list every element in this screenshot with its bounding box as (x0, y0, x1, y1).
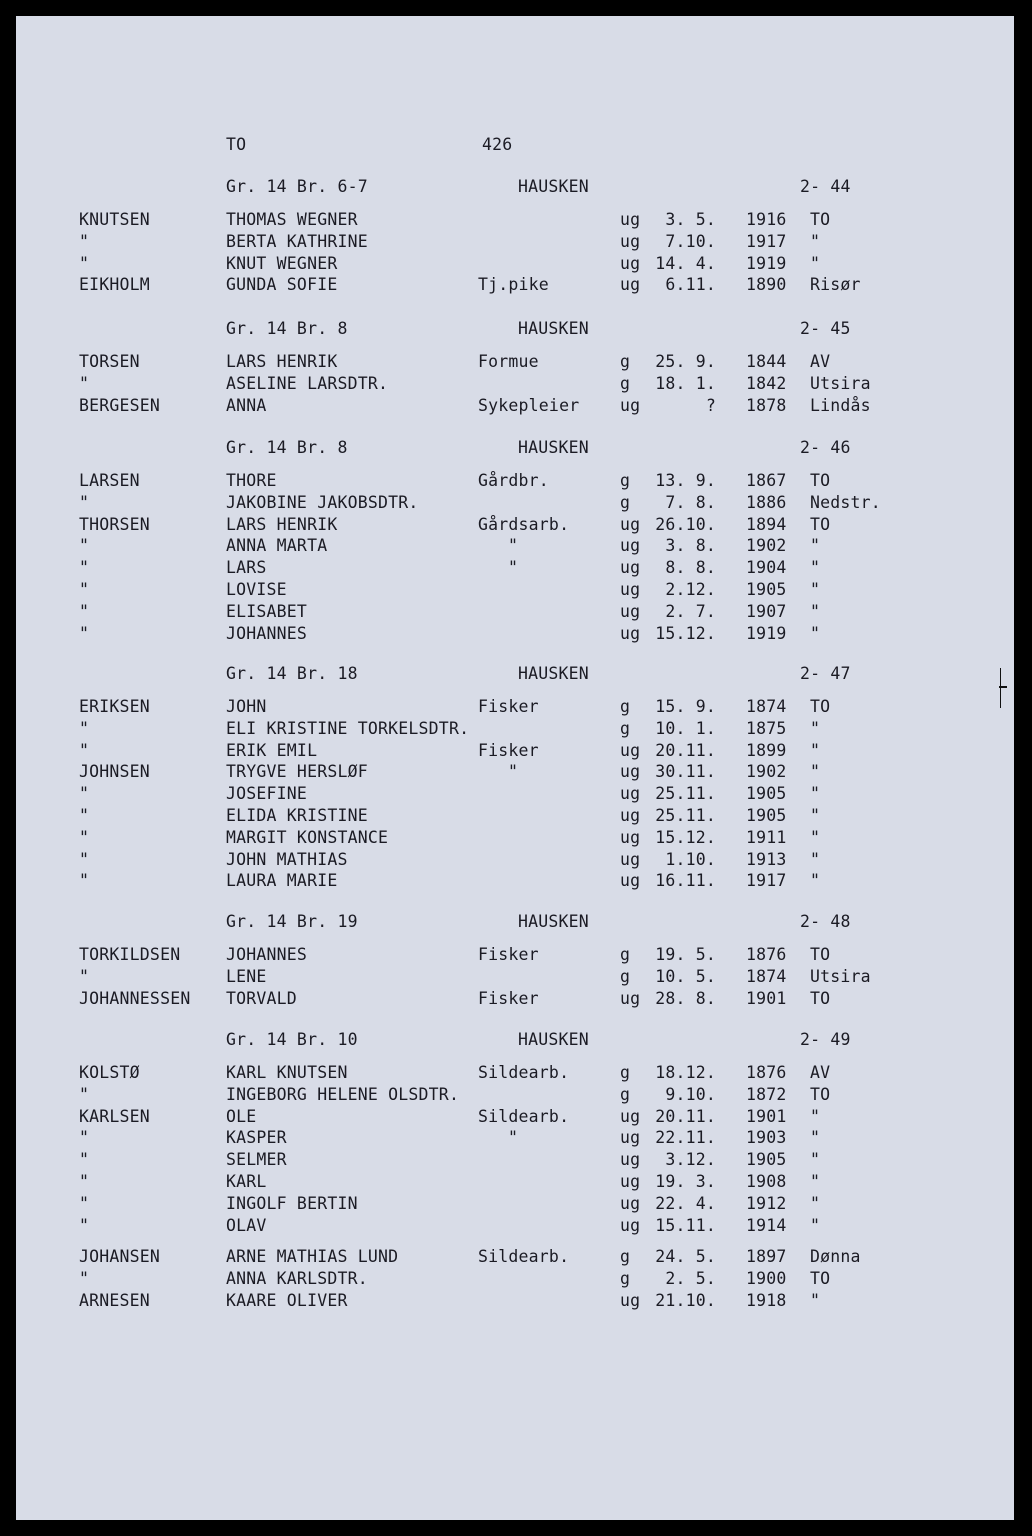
record-birth-date: 8. 8. (665, 558, 716, 578)
record-given-name: ASELINE LARSDTR. (226, 373, 389, 393)
record-status: g (620, 471, 631, 490)
record-surname: " (79, 1172, 90, 1191)
record-birth-year: 1901 (746, 988, 787, 1008)
record-birth-year: 1912 (746, 1193, 787, 1213)
record-birth-year: 1874 (746, 697, 787, 716)
record-surname: " (79, 492, 90, 512)
record-given-name: GUNDA SOFIE (226, 275, 338, 295)
record-given-name: KASPER (226, 1128, 287, 1148)
record-given-name: JOHN MATHIAS (226, 849, 348, 869)
record-given-name: ANNA (226, 395, 267, 415)
record-given-name: LARS HENRIK (226, 352, 338, 371)
record-surname: " (79, 231, 90, 251)
record-birth-year: 1842 (746, 373, 787, 393)
record-surname: JOHANNESSEN (79, 988, 191, 1008)
record-birth-year: 1894 (746, 514, 787, 534)
record-surname: " (79, 718, 90, 738)
record-surname: JOHANSEN (79, 1247, 161, 1267)
record-status: ug (620, 762, 641, 782)
group-header-place: HAUSKEN (518, 912, 589, 931)
record-status: ug (620, 871, 641, 891)
record-status: ug (620, 536, 641, 556)
record-birth-date: 3. 8. (665, 536, 716, 556)
record-status: ug (620, 1291, 641, 1310)
record-birthplace: AV (810, 352, 831, 371)
record-birthplace: " (810, 806, 821, 825)
record-given-name: SELMER (226, 1150, 287, 1170)
edge-mark (999, 686, 1007, 688)
record-given-name: OLE (226, 1106, 257, 1126)
record-status: g (620, 966, 631, 986)
record-given-name: LENE (226, 966, 267, 986)
record-birthplace: " (810, 580, 821, 599)
record-surname: JOHNSEN (79, 762, 150, 782)
record-status: g (620, 1063, 631, 1082)
record-status: g (620, 697, 631, 716)
group-header-gr: Gr. 14 Br. 8 (226, 438, 348, 457)
record-birthplace: " (810, 1128, 821, 1148)
record-birth-year: 1902 (746, 762, 787, 782)
record-birthplace: " (810, 253, 821, 273)
group-header-place: HAUSKEN (518, 319, 589, 338)
record-given-name: THOMAS WEGNER (226, 210, 358, 229)
record-birth-date: 30.11. (655, 762, 716, 782)
record-status: ug (620, 275, 641, 295)
record-birthplace: TO (810, 945, 831, 964)
group-header-place: HAUSKEN (518, 177, 589, 196)
record-given-name: ELI KRISTINE TORKELSDTR. (226, 718, 470, 738)
record-surname: " (79, 849, 90, 869)
document-page (16, 16, 1014, 1520)
record-surname: " (79, 558, 90, 578)
record-birthplace: " (810, 231, 821, 251)
record-birthplace: " (810, 558, 821, 578)
record-birth-year: 1911 (746, 827, 787, 847)
group-header-place: HAUSKEN (518, 438, 589, 457)
record-birth-date: 22. 4. (655, 1193, 716, 1213)
record-birth-date: 20.11. (655, 1106, 716, 1126)
record-birthplace: TO (810, 1269, 831, 1289)
record-given-name: JOHANNES (226, 623, 308, 643)
record-birth-date: 19. 3. (655, 1172, 716, 1191)
record-birthplace: " (810, 1291, 821, 1310)
record-status: ug (620, 210, 641, 229)
record-status: ug (620, 1128, 641, 1148)
record-occupation: Formue (478, 352, 539, 371)
record-status: g (620, 1247, 631, 1267)
record-surname: BERGESEN (79, 395, 161, 415)
record-status: ug (620, 623, 641, 643)
record-given-name: MARGIT KONSTANCE (226, 827, 389, 847)
record-birthplace: Utsira (810, 373, 871, 393)
record-occupation: " (508, 536, 519, 556)
record-birth-year: 1917 (746, 871, 787, 891)
record-birth-date: 21.10. (655, 1291, 716, 1310)
record-birth-date: 14. 4. (655, 253, 716, 273)
record-birth-date: 16.11. (655, 871, 716, 891)
record-given-name: OLAV (226, 1215, 267, 1235)
record-given-name: JOHANNES (226, 945, 308, 964)
record-status: ug (620, 1106, 641, 1126)
record-surname: " (79, 580, 90, 599)
record-given-name: TORVALD (226, 988, 297, 1008)
record-given-name: BERTA KATHRINE (226, 231, 368, 251)
record-surname: " (79, 1269, 90, 1289)
group-header-gr: Gr. 14 Br. 18 (226, 664, 358, 683)
record-surname: THORSEN (79, 514, 150, 534)
record-surname: TORKILDSEN (79, 945, 181, 964)
record-given-name: ARNE MATHIAS LUND (226, 1247, 399, 1267)
record-birth-year: 1919 (746, 253, 787, 273)
record-birthplace: AV (810, 1063, 831, 1082)
record-surname: " (79, 536, 90, 556)
record-birthplace: " (810, 871, 821, 891)
record-birth-year: 1919 (746, 623, 787, 643)
record-surname: " (79, 1128, 90, 1148)
record-birth-year: 1876 (746, 1063, 787, 1082)
record-given-name: LARS HENRIK (226, 514, 338, 534)
record-birth-year: 1902 (746, 536, 787, 556)
edge-mark (1000, 668, 1001, 708)
record-birth-date: 19. 5. (655, 945, 716, 964)
record-status: ug (620, 253, 641, 273)
record-birth-date: 3.12. (665, 1150, 716, 1170)
record-occupation: Sildearb. (478, 1247, 570, 1267)
record-occupation: Fisker (478, 988, 539, 1008)
record-birth-date: 10. 1. (655, 718, 716, 738)
record-occupation: " (508, 558, 519, 578)
record-birthplace: " (810, 718, 821, 738)
record-birth-year: 1905 (746, 784, 787, 804)
record-birth-date: 1.10. (665, 849, 716, 869)
record-birth-date: 2. 7. (665, 601, 716, 621)
record-status: ug (620, 231, 641, 251)
group-header-place: HAUSKEN (518, 1030, 589, 1049)
record-status: ug (620, 988, 641, 1008)
record-status: ug (620, 601, 641, 621)
record-birth-date: 20.11. (655, 740, 716, 760)
record-status: ug (620, 806, 641, 825)
record-birth-year: 1874 (746, 966, 787, 986)
record-occupation: Gårdsarb. (478, 514, 570, 534)
record-birthplace: TO (810, 697, 831, 716)
record-birthplace: " (810, 827, 821, 847)
page-number: 426 (482, 135, 513, 154)
record-status: ug (620, 740, 641, 760)
record-status: g (620, 1084, 631, 1104)
record-status: g (620, 352, 631, 371)
record-given-name: TRYGVE HERSLØF (226, 762, 368, 782)
record-given-name: ELISABET (226, 601, 308, 621)
record-given-name: LARS (226, 558, 267, 578)
record-birthplace: Dønna (810, 1247, 861, 1267)
record-status: g (620, 373, 631, 393)
record-status: ug (620, 514, 641, 534)
record-occupation: Sildearb. (478, 1063, 570, 1082)
record-birthplace: " (810, 1172, 821, 1191)
record-given-name: THORE (226, 471, 277, 490)
group-header-number: 2- 45 (800, 319, 851, 338)
record-surname: LARSEN (79, 471, 140, 490)
record-surname: " (79, 1193, 90, 1213)
record-birth-date: 2.12. (665, 580, 716, 599)
record-birth-year: 1905 (746, 806, 787, 825)
record-birth-date: 15.11. (655, 1215, 716, 1235)
record-given-name: KNUT WEGNER (226, 253, 338, 273)
record-occupation: Sykepleier (478, 395, 580, 415)
record-birth-date: 18. 1. (655, 373, 716, 393)
record-birth-date: 7.10. (665, 231, 716, 251)
record-birthplace: Lindås (810, 395, 871, 415)
record-birth-year: 1886 (746, 492, 787, 512)
record-surname: " (79, 1215, 90, 1235)
record-given-name: KARL (226, 1172, 267, 1191)
record-birthplace: " (810, 601, 821, 621)
record-surname: " (79, 601, 90, 621)
record-surname: ARNESEN (79, 1291, 150, 1310)
record-birth-year: 1844 (746, 352, 787, 371)
record-birthplace: " (810, 1150, 821, 1170)
record-surname: KOLSTØ (79, 1063, 140, 1082)
record-occupation: Fisker (478, 740, 539, 760)
record-surname: " (79, 806, 90, 825)
record-birth-date: 13. 9. (655, 471, 716, 490)
record-status: g (620, 945, 631, 964)
record-birthplace: " (810, 784, 821, 804)
record-occupation: " (508, 762, 519, 782)
record-given-name: ERIK EMIL (226, 740, 318, 760)
record-birthplace: " (810, 623, 821, 643)
record-occupation: " (508, 1128, 519, 1148)
record-given-name: ANNA MARTA (226, 536, 328, 556)
record-given-name: INGOLF BERTIN (226, 1193, 358, 1213)
record-given-name: ELIDA KRISTINE (226, 806, 368, 825)
record-occupation: Fisker (478, 697, 539, 716)
record-surname: EIKHOLM (79, 275, 150, 295)
record-status: g (620, 1269, 631, 1289)
record-birth-year: 1890 (746, 275, 787, 295)
record-status: ug (620, 580, 641, 599)
group-header-gr: Gr. 14 Br. 10 (226, 1030, 358, 1049)
record-birth-date: 15.12. (655, 623, 716, 643)
record-birthplace: " (810, 1193, 821, 1213)
record-birth-year: 1908 (746, 1172, 787, 1191)
record-surname: " (79, 827, 90, 847)
record-surname: " (79, 784, 90, 804)
record-surname: KARLSEN (79, 1106, 150, 1126)
record-birth-date: 25.11. (655, 806, 716, 825)
record-birth-date: 22.11. (655, 1128, 716, 1148)
record-birth-year: 1875 (746, 718, 787, 738)
record-birth-date: 15. 9. (655, 697, 716, 716)
record-surname: " (79, 1150, 90, 1170)
record-given-name: KARL KNUTSEN (226, 1063, 348, 1082)
record-birthplace: TO (810, 1084, 831, 1104)
record-birth-year: 1918 (746, 1291, 787, 1310)
record-birth-year: 1872 (746, 1084, 787, 1104)
record-surname: " (79, 253, 90, 273)
record-status: ug (620, 395, 641, 415)
record-birth-date: 25.11. (655, 784, 716, 804)
record-birth-year: 1905 (746, 580, 787, 599)
record-occupation: Sildearb. (478, 1106, 570, 1126)
record-birth-year: 1897 (746, 1247, 787, 1267)
record-birth-date: 7. 8. (665, 492, 716, 512)
record-given-name: ANNA KARLSDTR. (226, 1269, 368, 1289)
record-birth-year: 1905 (746, 1150, 787, 1170)
record-birth-date: 6.11. (665, 275, 716, 295)
record-birthplace: " (810, 1215, 821, 1235)
record-given-name: JAKOBINE JAKOBSDTR. (226, 492, 419, 512)
record-status: ug (620, 1215, 641, 1235)
record-surname: TORSEN (79, 352, 140, 371)
record-birth-date: 25. 9. (655, 352, 716, 371)
record-birth-date: 15.12. (655, 827, 716, 847)
group-header-gr: Gr. 14 Br. 6-7 (226, 177, 368, 196)
record-status: ug (620, 1150, 641, 1170)
record-surname: " (79, 740, 90, 760)
record-birth-year: 1899 (746, 740, 787, 760)
record-surname: " (79, 623, 90, 643)
record-status: ug (620, 1172, 641, 1191)
record-birth-year: 1916 (746, 210, 787, 229)
record-occupation: Fisker (478, 945, 539, 964)
record-status: ug (620, 849, 641, 869)
group-header-gr: Gr. 14 Br. 8 (226, 319, 348, 338)
record-surname: " (79, 871, 90, 891)
record-surname: " (79, 373, 90, 393)
record-birth-year: 1900 (746, 1269, 787, 1289)
record-birth-date: 2. 5. (665, 1269, 716, 1289)
record-birthplace: " (810, 536, 821, 556)
record-birth-date: 28. 8. (655, 988, 716, 1008)
group-header-number: 2- 44 (800, 177, 851, 196)
record-birth-date: 18.12. (655, 1063, 716, 1082)
record-birth-date: ? (705, 395, 716, 415)
record-given-name: JOSEFINE (226, 784, 308, 804)
record-given-name: JOHN (226, 697, 267, 716)
record-birthplace: TO (810, 210, 831, 229)
group-header-number: 2- 47 (800, 664, 851, 683)
group-header-number: 2- 46 (800, 438, 851, 457)
record-given-name: LAURA MARIE (226, 871, 338, 891)
record-status: g (620, 718, 631, 738)
record-surname: " (79, 966, 90, 986)
header-left: TO (226, 135, 247, 154)
record-given-name: KAARE OLIVER (226, 1291, 348, 1310)
record-birthplace: Nedstr. (810, 492, 881, 512)
record-status: ug (620, 784, 641, 804)
record-birthplace: TO (810, 514, 831, 534)
record-birthplace: TO (810, 988, 831, 1008)
record-given-name: INGEBORG HELENE OLSDTR. (226, 1084, 460, 1104)
record-birth-date: 9.10. (665, 1084, 716, 1104)
record-status: ug (620, 558, 641, 578)
record-status: ug (620, 827, 641, 847)
record-birthplace: Utsira (810, 966, 871, 986)
group-header-number: 2- 48 (800, 912, 851, 931)
group-header-gr: Gr. 14 Br. 19 (226, 912, 358, 931)
record-occupation: Gårdbr. (478, 471, 549, 490)
record-birth-date: 26.10. (655, 514, 716, 534)
group-header-place: HAUSKEN (518, 664, 589, 683)
record-surname: ERIKSEN (79, 697, 150, 716)
record-status: ug (620, 1193, 641, 1213)
record-surname: " (79, 1084, 90, 1104)
record-birth-year: 1907 (746, 601, 787, 621)
record-surname: KNUTSEN (79, 210, 150, 229)
record-birthplace: Risør (810, 275, 861, 295)
record-birth-year: 1913 (746, 849, 787, 869)
record-birthplace: " (810, 740, 821, 760)
record-birth-date: 24. 5. (655, 1247, 716, 1267)
record-birthplace: " (810, 762, 821, 782)
record-birthplace: " (810, 1106, 821, 1126)
record-status: g (620, 492, 631, 512)
record-birth-year: 1904 (746, 558, 787, 578)
group-header-number: 2- 49 (800, 1030, 851, 1049)
record-birth-year: 1876 (746, 945, 787, 964)
record-birth-date: 10. 5. (655, 966, 716, 986)
record-given-name: LOVISE (226, 580, 287, 599)
record-birth-year: 1903 (746, 1128, 787, 1148)
record-birth-year: 1914 (746, 1215, 787, 1235)
record-birth-year: 1878 (746, 395, 787, 415)
record-birth-year: 1901 (746, 1106, 787, 1126)
record-birth-date: 3. 5. (665, 210, 716, 229)
record-birthplace: " (810, 849, 821, 869)
record-birth-year: 1917 (746, 231, 787, 251)
record-birth-year: 1867 (746, 471, 787, 490)
record-birthplace: TO (810, 471, 831, 490)
record-occupation: Tj.pike (478, 275, 549, 295)
